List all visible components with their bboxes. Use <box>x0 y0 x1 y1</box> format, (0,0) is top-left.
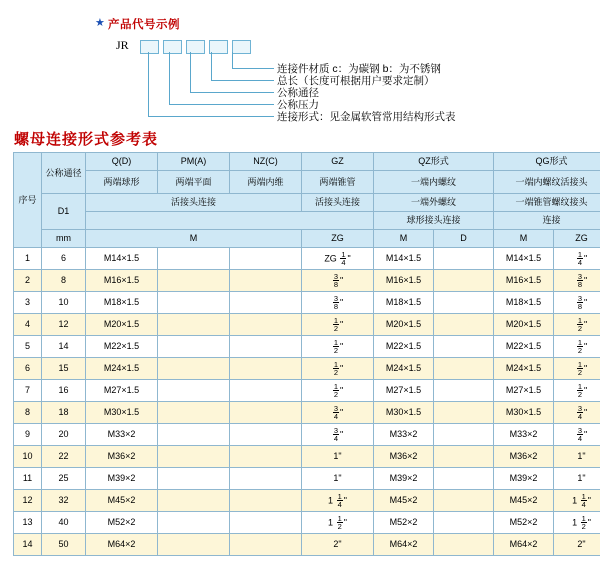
cell-nz <box>230 534 302 556</box>
cell-dn: 40 <box>42 512 86 534</box>
cell-qz-d <box>434 292 494 314</box>
cell-nz <box>230 270 302 292</box>
code-box-2 <box>163 40 182 54</box>
table-row <box>14 292 600 314</box>
table-row <box>14 270 600 292</box>
cell-index: 2 <box>14 270 42 292</box>
cell-nz <box>230 446 302 468</box>
cell-qg-m: M20×1.5 <box>494 314 554 336</box>
cell-qg-m: M30×1.5 <box>494 402 554 424</box>
cell-dn: 10 <box>42 292 86 314</box>
cell-index: 9 <box>14 424 42 446</box>
cell-index: 8 <box>14 402 42 424</box>
header-merge-left: 活接头连接 <box>86 194 302 212</box>
leader-line-h-2 <box>169 104 274 105</box>
header-thread-zg: ZG <box>302 230 374 248</box>
header-merge-qg: 连接 <box>494 212 600 230</box>
cell-nz <box>230 292 302 314</box>
table-row <box>14 446 600 468</box>
cell-dn: 15 <box>42 358 86 380</box>
cell-qz-m: M14×1.5 <box>374 248 434 270</box>
cell-qz-m: M18×1.5 <box>374 292 434 314</box>
table-row <box>14 424 600 446</box>
cell-dn: 50 <box>42 534 86 556</box>
cell-dn: 12 <box>42 314 86 336</box>
leader-line-v-2 <box>169 52 170 104</box>
cell-gz: $\frac{1}{2}$ " <box>302 336 374 358</box>
cell-qd: M22×1.5 <box>86 336 158 358</box>
cell-qd: M30×1.5 <box>86 402 158 424</box>
cell-qg-zg: $\frac{3}{8}$ " <box>554 292 600 314</box>
callout-length: 总长（长度可根据用户要求定制） <box>277 75 435 87</box>
cell-nz <box>230 248 302 270</box>
header-nominal-diameter: 公称通径 <box>42 153 86 194</box>
header-group-qd: Q(D) <box>86 153 158 171</box>
cell-qz-d <box>434 490 494 512</box>
cell-qg-m: M52×2 <box>494 512 554 534</box>
table-row <box>14 380 600 402</box>
cell-qd: M14×1.5 <box>86 248 158 270</box>
cell-gz: $\frac{1}{2}$ " <box>302 380 374 402</box>
cell-nz <box>230 424 302 446</box>
cell-pm <box>158 402 230 424</box>
cell-gz: 1 $\frac{1}{2}$ " <box>302 512 374 534</box>
header-index-label: 序号 <box>18 194 37 205</box>
cell-qg-m: M64×2 <box>494 534 554 556</box>
header-group-gz: GZ <box>302 153 374 171</box>
cell-qz-d <box>434 336 494 358</box>
header-thread-qg-zg: ZG <box>554 230 600 248</box>
cell-pm <box>158 446 230 468</box>
nut-connection-spec-table <box>13 152 600 556</box>
cell-index: 6 <box>14 358 42 380</box>
cell-qd: M33×2 <box>86 424 158 446</box>
leader-line-v-3 <box>190 52 191 92</box>
cell-qd: M45×2 <box>86 490 158 512</box>
table-row <box>14 248 600 270</box>
cell-gz: ZG $\frac{1}{4}$ " <box>302 248 374 270</box>
cell-qg-zg: $\frac{1}{2}$ " <box>554 358 600 380</box>
cell-pm <box>158 380 230 402</box>
cell-qd: M36×2 <box>86 446 158 468</box>
header-blank-left <box>86 212 374 230</box>
cell-qz-d <box>434 534 494 556</box>
cell-nz <box>230 314 302 336</box>
header-desc-qg: 一端内螺纹活接头 <box>494 171 600 194</box>
header-group-pm: PM(A) <box>158 153 230 171</box>
header-desc2-qg: 一端锥管螺纹接头 <box>494 194 600 212</box>
cell-qz-m: M22×1.5 <box>374 336 434 358</box>
leader-line-h-4 <box>211 80 274 81</box>
cell-dn: 8 <box>42 270 86 292</box>
cell-qz-d <box>434 314 494 336</box>
code-box-5 <box>232 40 251 54</box>
cell-qg-zg: $\frac{1}{2}$ " <box>554 314 600 336</box>
cell-index: 5 <box>14 336 42 358</box>
cell-gz: $\frac{3}{8}$ " <box>302 270 374 292</box>
cell-gz: $\frac{3}{4}$ " <box>302 402 374 424</box>
cell-qd: M18×1.5 <box>86 292 158 314</box>
code-box-3 <box>186 40 205 54</box>
header-thread-qz-m: M <box>374 230 434 248</box>
cell-nz <box>230 512 302 534</box>
cell-index: 13 <box>14 512 42 534</box>
cell-dn: 32 <box>42 490 86 512</box>
cell-dn: 16 <box>42 380 86 402</box>
header-merge-qz: 球形接头连接 <box>374 212 494 230</box>
cell-pm <box>158 358 230 380</box>
cell-qz-d <box>434 468 494 490</box>
header-thread-m: M <box>86 230 302 248</box>
code-prefix: JR <box>116 38 129 52</box>
table-row <box>14 358 600 380</box>
cell-qz-d <box>434 358 494 380</box>
header-desc-qz: 一端内螺纹 <box>374 171 494 194</box>
cell-qg-zg: 1" <box>554 468 600 490</box>
cell-dn: 14 <box>42 336 86 358</box>
header-thread-qz-d: D <box>434 230 494 248</box>
cell-gz: $\frac{1}{2}$ " <box>302 314 374 336</box>
cell-qg-m: M14×1.5 <box>494 248 554 270</box>
cell-index: 1 <box>14 248 42 270</box>
cell-qg-m: M24×1.5 <box>494 358 554 380</box>
cell-qg-zg: $\frac{1}{2}$ " <box>554 336 600 358</box>
cell-dn: 25 <box>42 468 86 490</box>
cell-qd: M24×1.5 <box>86 358 158 380</box>
table-row <box>14 490 600 512</box>
cell-qg-zg: 1" <box>554 446 600 468</box>
table-row <box>14 336 600 358</box>
star-icon: ★ <box>95 17 105 29</box>
cell-qd: M20×1.5 <box>86 314 158 336</box>
header-merge-gz: 活接头连接 <box>302 194 374 212</box>
leader-line-v-1 <box>148 52 149 116</box>
cell-index: 4 <box>14 314 42 336</box>
table-row <box>14 534 600 556</box>
cell-qd: M64×2 <box>86 534 158 556</box>
header-desc-nz: 两端内维 <box>230 171 302 194</box>
cell-pm <box>158 534 230 556</box>
code-boxes <box>140 40 251 54</box>
cell-qz-m: M52×2 <box>374 512 434 534</box>
cell-qz-m: M33×2 <box>374 424 434 446</box>
cell-qg-zg: $\frac{3}{8}$ " <box>554 270 600 292</box>
spec-table-wrap <box>13 152 591 556</box>
cell-qg-m: M18×1.5 <box>494 292 554 314</box>
cell-qd: M27×1.5 <box>86 380 158 402</box>
cell-qz-d <box>434 446 494 468</box>
callout-nominal-diameter: 公称通径 <box>277 87 319 99</box>
header-thread-qg-m: M <box>494 230 554 248</box>
cell-dn: 6 <box>42 248 86 270</box>
cell-qg-zg: $\frac{1}{2}$ " <box>554 380 600 402</box>
cell-nz <box>230 358 302 380</box>
cell-qz-d <box>434 270 494 292</box>
leader-line-v-5 <box>232 52 233 68</box>
cell-index: 11 <box>14 468 42 490</box>
cell-pm <box>158 270 230 292</box>
cell-index: 7 <box>14 380 42 402</box>
cell-qz-d <box>434 512 494 534</box>
cell-gz: $\frac{3}{4}$ " <box>302 424 374 446</box>
cell-pm <box>158 490 230 512</box>
table-row <box>14 402 600 424</box>
cell-qz-m: M64×2 <box>374 534 434 556</box>
cell-index: 14 <box>14 534 42 556</box>
cell-qg-zg: $\frac{3}{4}$ " <box>554 424 600 446</box>
cell-qg-m: M27×1.5 <box>494 380 554 402</box>
callout-nominal-pressure: 公称压力 <box>277 99 319 111</box>
header-dn-unit: mm <box>42 230 86 248</box>
cell-nz <box>230 490 302 512</box>
cell-qz-d <box>434 380 494 402</box>
cell-qg-zg: $\frac{1}{4}$ " <box>554 248 600 270</box>
leader-line-v-4 <box>211 52 212 80</box>
cell-qz-m: M39×2 <box>374 468 434 490</box>
table-row <box>14 314 600 336</box>
spec-table-body <box>14 248 600 556</box>
callout-connection-type: 连接形式：见金属软管常用结构形式表 <box>277 111 456 123</box>
leader-line-h-5 <box>232 68 274 69</box>
cell-qg-zg: 1 $\frac{1}{2}$ " <box>554 512 600 534</box>
page-title: 螺母连接形式参考表 <box>14 131 159 148</box>
cell-qg-m: M36×2 <box>494 446 554 468</box>
header-group-qz: QZ形式 <box>374 153 494 171</box>
cell-gz: 1 $\frac{1}{4}$ " <box>302 490 374 512</box>
cell-pm <box>158 336 230 358</box>
cell-qg-m: M33×2 <box>494 424 554 446</box>
cell-qd: M52×2 <box>86 512 158 534</box>
table-row <box>14 468 600 490</box>
cell-gz: 2" <box>302 534 374 556</box>
cell-gz: $\frac{1}{2}$ " <box>302 358 374 380</box>
cell-qd: M16×1.5 <box>86 270 158 292</box>
header-desc-gz: 两端锥管 <box>302 171 374 194</box>
header-desc-pm: 两端平面 <box>158 171 230 194</box>
cell-pm <box>158 468 230 490</box>
leader-line-h-1 <box>148 116 274 117</box>
header-dn-sub: D1 <box>42 194 86 230</box>
header-group-qg: QG形式 <box>494 153 600 171</box>
callout-material: 连接件材质 c：为碳钢 b：为不锈钢 <box>277 63 441 75</box>
cell-pm <box>158 314 230 336</box>
cell-qg-zg: 1 $\frac{1}{4}$ " <box>554 490 600 512</box>
table-row <box>14 512 600 534</box>
cell-qz-d <box>434 424 494 446</box>
cell-qg-zg: 2" <box>554 534 600 556</box>
cell-pm <box>158 424 230 446</box>
cell-qz-m: M20×1.5 <box>374 314 434 336</box>
cell-nz <box>230 380 302 402</box>
diagram-title: 产品代号示例 <box>108 19 180 31</box>
cell-qg-m: M45×2 <box>494 490 554 512</box>
cell-gz: 1" <box>302 468 374 490</box>
cell-qz-m: M30×1.5 <box>374 402 434 424</box>
cell-pm <box>158 248 230 270</box>
cell-index: 12 <box>14 490 42 512</box>
cell-dn: 18 <box>42 402 86 424</box>
cell-qg-m: M22×1.5 <box>494 336 554 358</box>
cell-pm <box>158 292 230 314</box>
cell-pm <box>158 512 230 534</box>
cell-qz-m: M36×2 <box>374 446 434 468</box>
cell-qz-m: M16×1.5 <box>374 270 434 292</box>
header-index <box>14 153 42 248</box>
cell-index: 10 <box>14 446 42 468</box>
cell-qd: M39×2 <box>86 468 158 490</box>
header-desc-qd: 两端球形 <box>86 171 158 194</box>
cell-nz <box>230 402 302 424</box>
cell-dn: 20 <box>42 424 86 446</box>
cell-nz <box>230 336 302 358</box>
code-box-1 <box>140 40 159 54</box>
cell-gz: $\frac{3}{8}$ " <box>302 292 374 314</box>
leader-line-h-3 <box>190 92 274 93</box>
cell-qz-m: M24×1.5 <box>374 358 434 380</box>
cell-qz-d <box>434 248 494 270</box>
cell-gz: 1" <box>302 446 374 468</box>
header-group-nz: NZ(C) <box>230 153 302 171</box>
cell-qz-m: M27×1.5 <box>374 380 434 402</box>
cell-qg-m: M16×1.5 <box>494 270 554 292</box>
cell-qg-m: M39×2 <box>494 468 554 490</box>
cell-nz <box>230 468 302 490</box>
product-code-diagram <box>0 0 600 140</box>
cell-index: 3 <box>14 292 42 314</box>
cell-dn: 22 <box>42 446 86 468</box>
cell-qg-zg: $\frac{3}{4}$ " <box>554 402 600 424</box>
cell-qz-d <box>434 402 494 424</box>
cell-qz-m: M45×2 <box>374 490 434 512</box>
header-desc2-qz: 一端外螺纹 <box>374 194 494 212</box>
